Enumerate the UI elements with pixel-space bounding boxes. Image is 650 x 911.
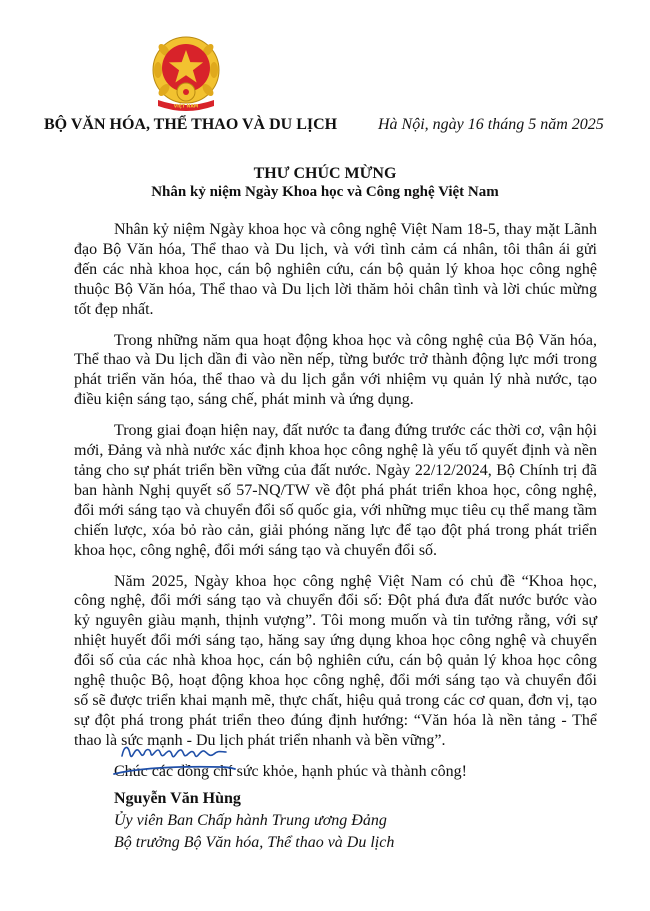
paragraph-1: Nhân kỷ niệm Ngày khoa học và công nghệ Việt Nam 18-5, thay mặt Lãnh đạo Bộ Văn hóa, Thể thao và Du lịch, và với tình cảm cá nhân, tôi thân ái gửi đến các nhà khoa học, cán bộ nghiên cứu, cán bộ quản lý khoa học công nghệ thuộc Bộ Văn hóa, Thể thao và Du lịch lời thăm hỏi chân tình và lời chúc mừng tốt đẹp nhất.	[74, 221, 597, 318]
letter-body	[74, 220, 597, 793]
signer-title-line2: Bộ trưởng Bộ Văn hóa, Thể thao và Du lịch	[114, 834, 395, 851]
signature	[108, 728, 238, 784]
paragraph-3: Trong giai đoạn hiện nay, đất nước ta đang đứng trước các thời cơ, vận hội mới, Đảng và nhà nước xác định khoa học công nghệ là yếu tố quyết định và nền tảng cho sự phát triển bền vững của đất nước. Ngày 22/12/2024, Bộ Chính trị đã ban hành Nghị quyết số 57-NQ/TW về đột phá phát triển khoa học, công nghệ, đổi mới sáng tạo và chuyển đổi số quốc gia, với những mục tiêu cụ thể mang tầm chiến lược, xóa bỏ rào cản, giải phóng năng lực để tạo đột phá trong phát triển khoa học, công nghệ, đổi mới sáng tạo và chuyển đổi số.	[74, 422, 597, 559]
letter-subtitle: Nhân kỷ niệm Ngày Khoa học và Công nghệ Việt Nam	[151, 184, 499, 200]
emblem-ribbon-text: VIỆT NAM	[173, 104, 199, 110]
paragraph-5: Chúc các đồng chí sức khỏe, hạnh phúc và thành công!	[114, 762, 468, 780]
signer-name: Nguyễn Văn Hùng	[114, 790, 241, 807]
letter-title: THƯ CHÚC MỪNG	[253, 165, 397, 182]
ministry-name: BỘ VĂN HÓA, THỂ THAO VÀ DU LỊCH	[44, 116, 338, 133]
signer-title-line1: Ủy viên Ban Chấp hành Trung ương Đảng	[114, 812, 387, 829]
paragraph-2: Trong những năm qua hoạt động khoa học và công nghệ của Bộ Văn hóa, Thể thao và Du lịch dần đi vào nền nếp, từng bước trở thành động lực mới trong phát triển văn hóa, thể thao và du lịch gắn với nhiệm vụ quản lý nhà nước, tạo điều kiện sáng tạo, sáng chế, phát minh và ứng dụng.	[74, 331, 597, 409]
national-emblem-icon	[150, 36, 222, 112]
paragraph-4: Năm 2025, Ngày khoa học công nghệ Việt Nam có chủ đề “Khoa học, công nghệ, đổi mới sáng tạo và chuyển đổi số: Đột phá đưa đất nước bước vào kỷ nguyên giàu mạnh, thịnh vượng”. Tôi mong muốn và tin tưởng rằng, với sự nhiệt huyết đổi mới sáng tạo, hăng say ứng dụng khoa học công nghệ và chuyển đổi số của các nhà khoa học, cán bộ nghiên cứu, cán bộ quản lý khoa học công nghệ thuộc Bộ, hoạt động khoa học công nghệ, đổi mới sáng tạo và chuyển đổi số sẽ được triển khai mạnh mẽ, thực chất, hiệu quả trong các cơ quan, đơn vị, tạo sự đột phá trong phát triển theo đúng định hướng: “Văn hóa là nền tảng - Thể thao là sức mạnh - Du lịch phát triển nhanh và bền vững”.	[74, 572, 597, 749]
letter-date: Hà Nội, ngày 16 tháng 5 năm 2025	[378, 116, 604, 133]
